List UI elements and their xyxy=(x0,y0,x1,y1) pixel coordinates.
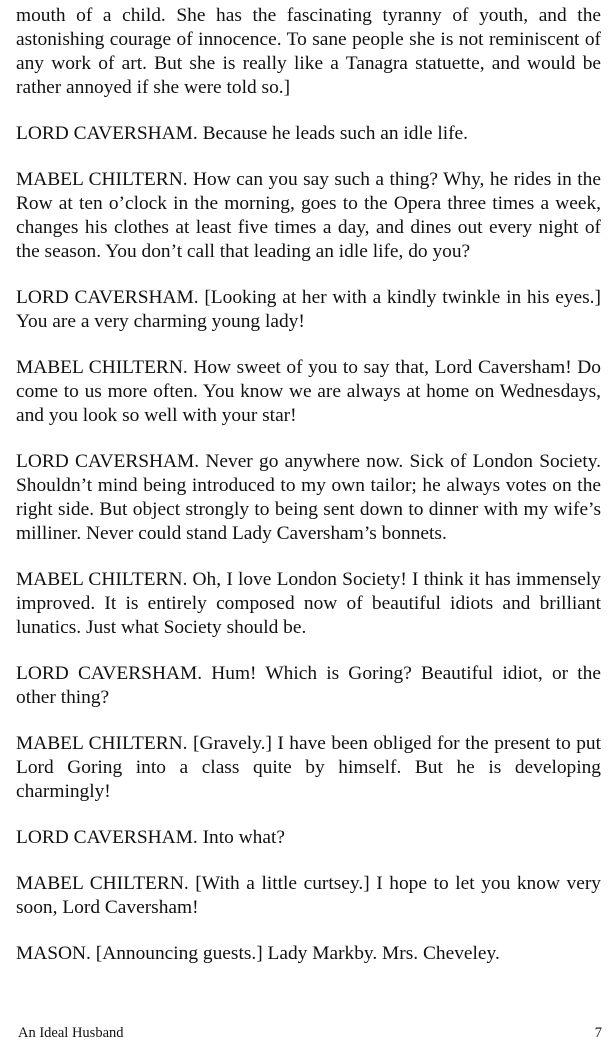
paragraph-dialogue: MABEL CHILTERN. [Gravely.] I have been obliged for the present to put Lord Goring into a class quite by himself. But he is developing charmingly! xyxy=(16,733,601,802)
paragraph-stage-direction: mouth of a child. She has the fascinating tyranny of youth, and the astonishing courage of innocence. To sane people she is not reminiscent of any work of art. But she is really like a Tanagra statuette, and would be rather annoyed if she were told so.] xyxy=(16,5,601,98)
paragraph-dialogue: MABEL CHILTERN. How can you say such a thing? Why, he rides in the Row at ten o’clock in the morning, goes to the Opera three times a week, changes his clothes at least five times a day, and dines out every night of the season. You don’t call that leading an idle life, do you? xyxy=(16,169,601,262)
page-body xyxy=(16,4,601,988)
footer-book-title: An Ideal Husband xyxy=(18,1025,124,1041)
paragraph-dialogue: LORD CAVERSHAM. Never go anywhere now. Sick of London Society. Shouldn’t mind being introduced to my own tailor; he always votes on the right side. But object strongly to being sent down to dinner with my wife’s milliner. Never could stand Lady Caversham’s bonnets. xyxy=(16,451,601,544)
paragraph-dialogue: MABEL CHILTERN. How sweet of you to say that, Lord Caversham! Do come to us more often. You know we are always at home on Wednesdays, and you look so well with your star! xyxy=(16,357,601,426)
paragraph-dialogue: MABEL CHILTERN. [With a little curtsey.] I hope to let you know very soon, Lord Caversham! xyxy=(16,873,601,918)
page-footer xyxy=(18,1023,602,1043)
paragraph-dialogue: MASON. [Announcing guests.] Lady Markby. Mrs. Cheveley. xyxy=(16,943,500,964)
paragraph-dialogue: LORD CAVERSHAM. Into what? xyxy=(16,827,285,848)
footer-page-number: 7 xyxy=(594,1025,602,1041)
paragraph-dialogue: LORD CAVERSHAM. Because he leads such an idle life. xyxy=(16,123,469,144)
paragraph-dialogue: LORD CAVERSHAM. [Looking at her with a kindly twinkle in his eyes.] You are a very charming young lady! xyxy=(16,287,601,332)
paragraph-dialogue: LORD CAVERSHAM. Hum! Which is Goring? Beautiful idiot, or the other thing? xyxy=(16,663,601,708)
paragraph-dialogue: MABEL CHILTERN. Oh, I love London Society! I think it has immensely improved. It is entirely composed now of beautiful idiots and brilliant lunatics. Just what Society should be. xyxy=(16,569,601,638)
